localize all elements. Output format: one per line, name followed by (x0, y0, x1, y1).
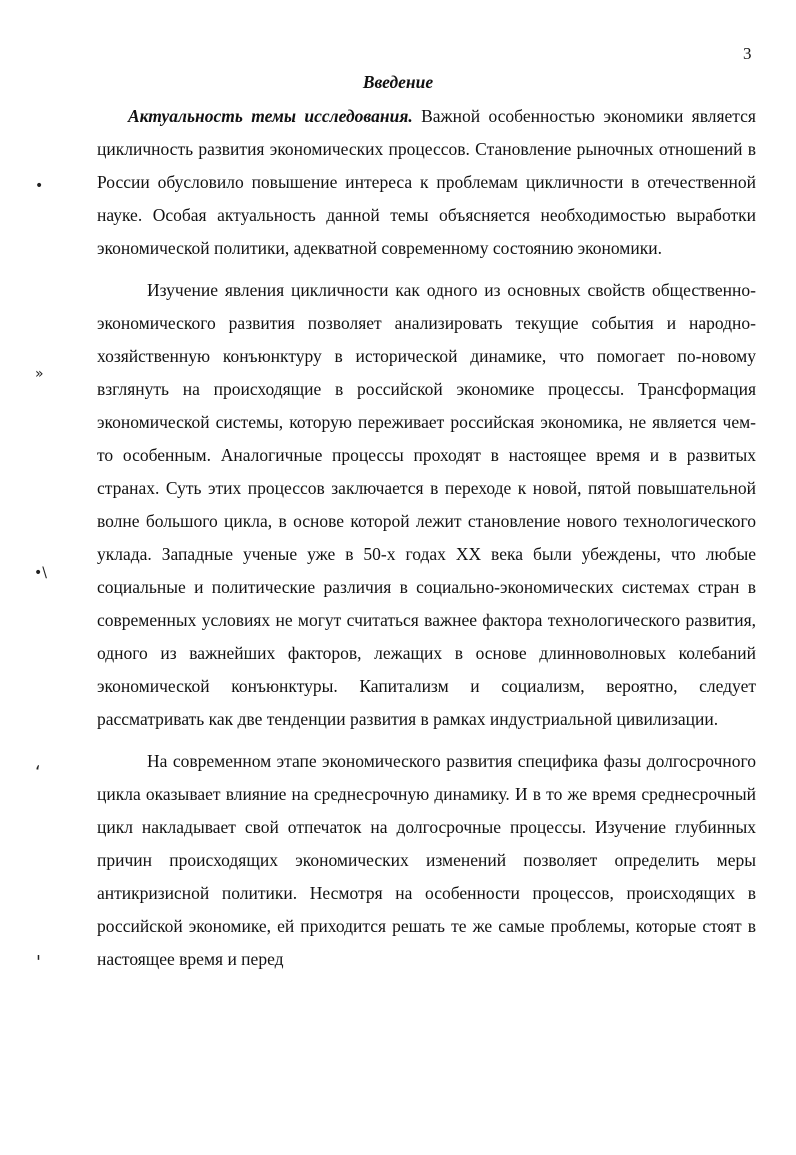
margin-mark: ꞌ (36, 952, 41, 973)
paragraph-current-stage: На современном этапе экономического развития специфика фазы долгосрочного цикла оказывает влияние на среднесрочную динамику. И в то же время среднесрочный цикл накладывает свой отпечаток на долгосрочные процессы. Изучение глубинных причин происходящих экономических изменений позволяет определить меры антикризисной политики. Несмотря на особенности процессов, происходящих в российской экономике, ей приходится решать те же самые проблемы, которые стоят в настоящее время и перед (97, 751, 756, 969)
page-title: Введение (362, 72, 434, 92)
page-number: 3 (743, 44, 752, 63)
paragraph-text: Важной особенностью экономики является цикличность развития экономических процессов. Становление рыночных отношений в России обусловило повышение интереса к проблемам цикличности в отечественной науке. Особая актуальность данной темы объясняется необходимостью выработки экономической политики, адекватной современному состоянию экономики. (97, 106, 756, 258)
margin-mark: •\ (34, 565, 47, 581)
paragraph-cyclicity: Изучение явления цикличности как одного из основных свойств общественно-экономического развития позволяет анализировать текущие события и народно-хозяйственную конъюнктуру в исторической динамике, что помогает по-новому взглянуть на происходящие в российской экономике процессы. Трансформация экономической системы, которую переживает российская экономика, не является чем-то особенным. Аналогичные процессы проходят в настоящее время и в развитых странах. Суть этих процессов заключается в переходе к новой, пятой повышательной волне большого цикла, в основе которой лежит становление нового технологического уклада. Западные ученые уже в 50-х годах XX века были убеждены, что любые социальные и политические различия в социально-экономических системах стран в современных условиях не могут считаться важнее фактора технологического развития, одного из важнейших факторов, лежащих в основе длинноволновых колебаний экономической конъюнктуры. Капитализм и социализм, вероятно, следует рассматривать как две тенденции развития в рамках индустриальной цивилизации. (97, 280, 756, 729)
margin-mark: ʻ (35, 762, 41, 783)
margin-mark: » (35, 366, 44, 382)
document-body (97, 100, 756, 976)
paragraph-lead: Актуальность темы исследования. (128, 106, 413, 126)
margin-mark: • (35, 178, 44, 194)
paragraph-relevance (97, 100, 756, 265)
